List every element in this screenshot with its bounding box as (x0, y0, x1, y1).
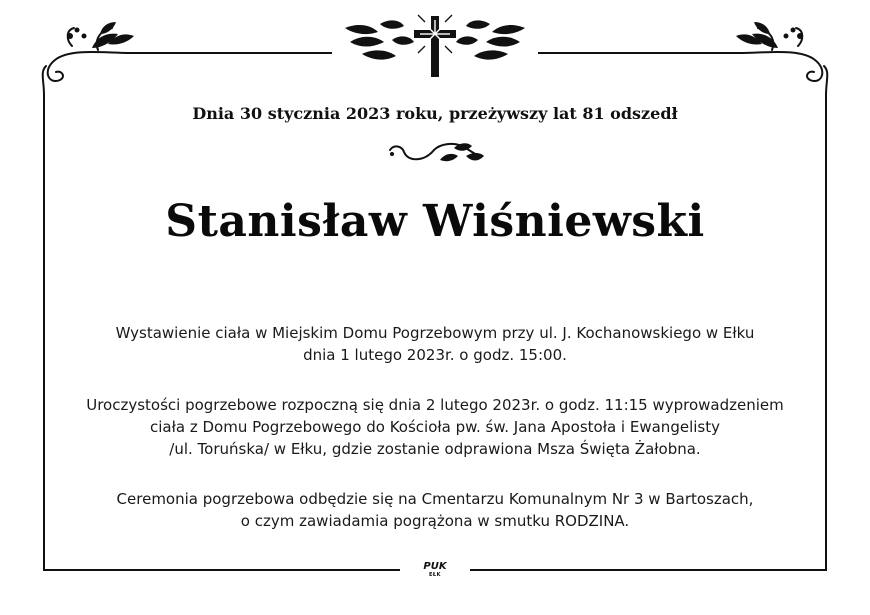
paragraph-line: o czym zawiadamia pogrążona w smutku RODZINA. (240, 512, 630, 530)
logo-main-text: PUK (423, 561, 447, 572)
laurel-right-icon (456, 20, 525, 59)
paragraph-line: Uroczystości pogrzebowe rozpoczną się dnia 2 lutego 2023r. o godz. 11:15 wyprowadzeniem (86, 396, 784, 414)
paragraph-line: Wystawienie ciała w Miejskim Domu Pogrzebowym przy ul. J. Kochanowskiego w Ełku (115, 324, 755, 342)
paragraph-line: Ceremonia pogrzebowa odbędzie się na Cmentarzu Komunalnym Nr 3 w Bartoszach, (116, 490, 754, 508)
cross-icon (414, 15, 456, 77)
ornament-divider-icon (390, 143, 484, 161)
company-logo (414, 561, 456, 578)
logo-sub-text: EŁK (428, 572, 441, 578)
paragraph-viewing (40, 322, 830, 366)
headline: Dnia 30 stycznia 2023 roku, przeżywszy lat 81 odszedł (192, 104, 678, 123)
deceased-name: Stanisław Wiśniewski (165, 196, 705, 247)
paragraph-ceremony (40, 394, 830, 460)
paragraph-line: dnia 1 lutego 2023r. o godz. 15:00. (303, 346, 567, 364)
paragraph-burial (40, 488, 830, 532)
laurel-left-icon (345, 20, 414, 59)
paragraph-line: /ul. Toruńska/ w Ełku, gdzie zostanie odprawiona Msza Święta Żałobna. (169, 440, 701, 458)
paragraph-line: ciała z Domu Pogrzebowego do Kościoła pw. św. Jana Apostoła i Ewangelisty (150, 418, 720, 436)
